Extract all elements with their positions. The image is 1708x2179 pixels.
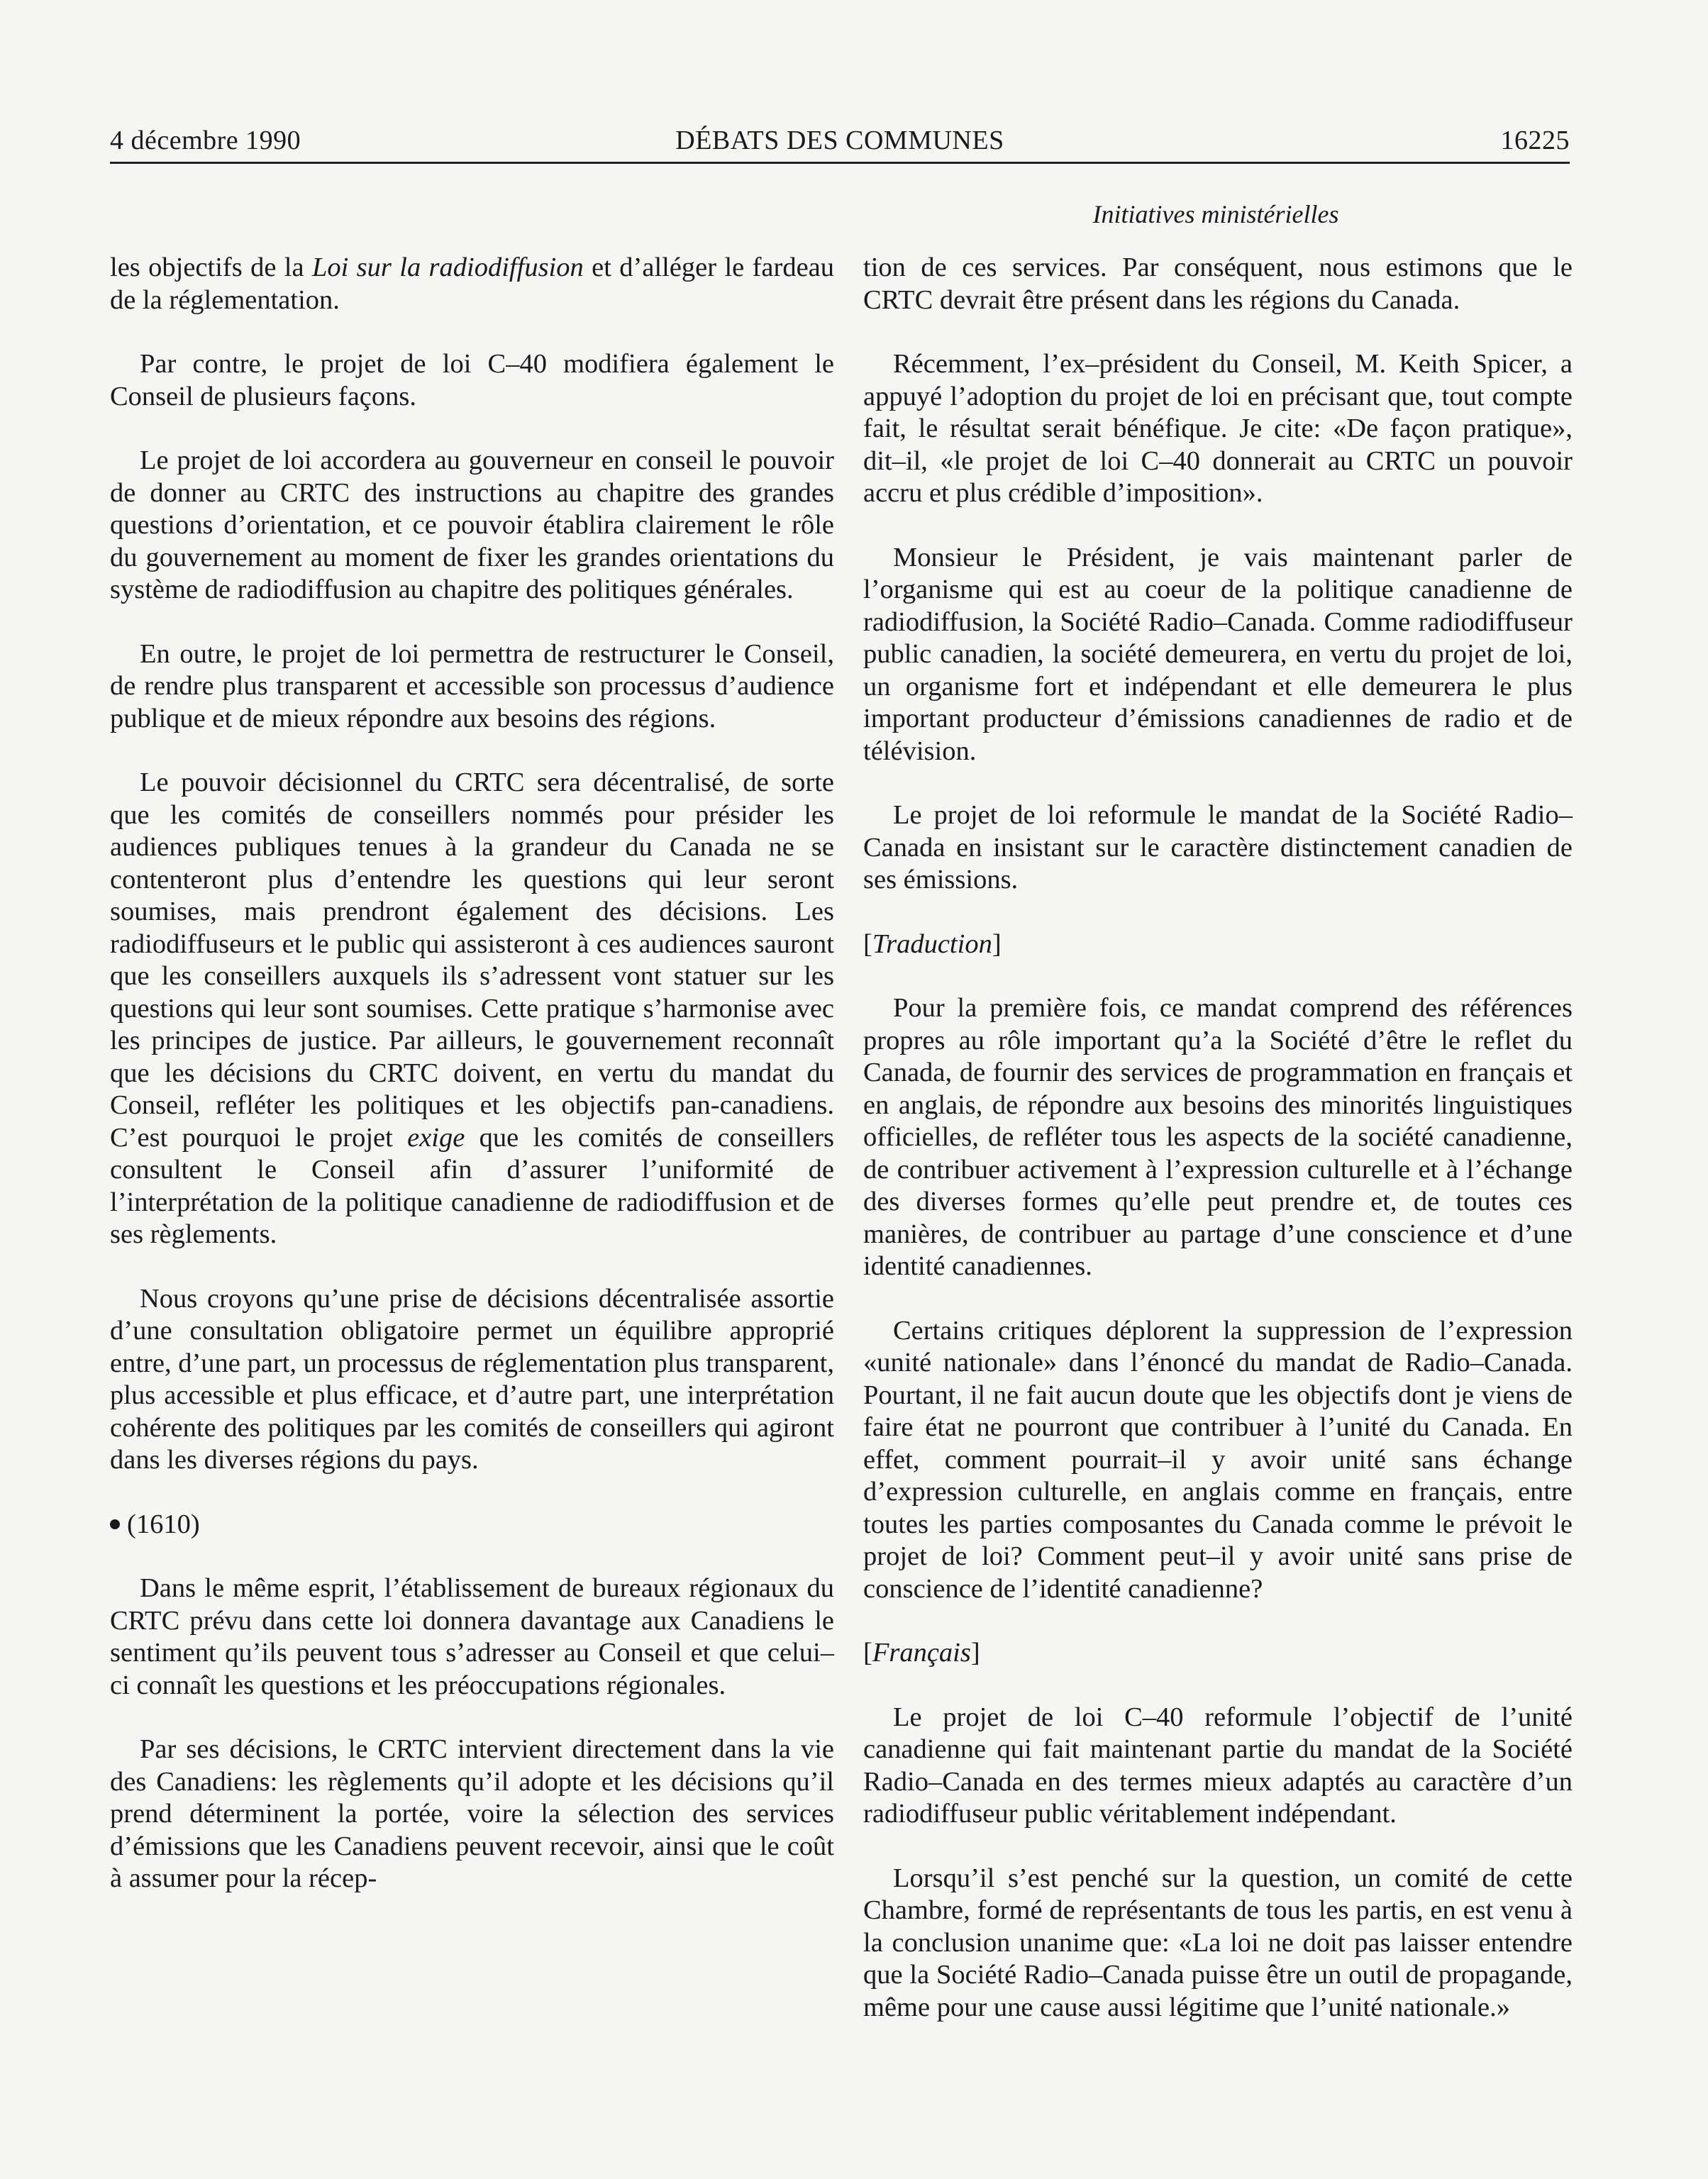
time-marker: (1610) [110,1509,834,1541]
section-label: Initiatives ministérielles [1092,200,1339,228]
left-paragraph-4: En outre, le projet de loi permettra de restructurer le Conseil, de rendre plus transparent et accessible son processus d’audience publique et de mieux répondre aux besoins des régions. [110,638,834,733]
translation-tag: [Traduction] [863,928,1002,959]
right-paragraph-6: Certains critiques déplorent la suppression de l’expression «unité nationale» dans l’énoncé du mandat de Radio–Canada. Pourtant, il ne fait aucun doute que les objectifs dont je viens de faire état ne pourront que contribuer à l’unité du Canada. En effet, comment pourrait–il y avoir unité sans échange d’expression culturelle, en anglais comme en français, entre toutes les parties composantes du Canada comme le prévoit le projet de loi? Comment peut–il y avoir unité sans prise de conscience de l’identité canadienne? [863,1315,1573,1604]
left-column [110,252,834,1895]
page-header [110,122,1570,164]
right-paragraph-4: Le projet de loi reformule le mandat de la Société Radio–Canada en insistant sur le caractère distinctement canadien de ses émissions. [863,800,1573,894]
right-paragraph-1: tion de ces services. Par conséquent, nous estimons que le CRTC devrait être présent dans les régions du Canada. [863,253,1573,315]
left-paragraph-3: Le projet de loi accordera au gouverneur en conseil le pouvoir de donner au CRTC des instructions au chapitre des grandes questions d’orientation, et ce pouvoir établira clairement le rôle du gouvernement au moment de fixer les grandes orientations du système de radiodiffusion au chapitre des politiques générales. [110,445,834,604]
left-paragraph-5: Le pouvoir décisionnel du CRTC sera décentralisé, de sorte que les comités de conseillers nommés pour présider les audiences publiques tenues à la grandeur du Canada ne se contenteront plus d’entendre les questions qui leur seront soumises, mais prendront également des décisions. Les radiodiffuseurs et le public qui assisteront à ces audiences sauront que les conseillers auxquels ils s’adressent vont statuer sur les questions qui leur sont soumises. Cette pratique s’harmonise avec les principes de justice. Par ailleurs, le gouvernement reconnaît que les décisions du CRTC doivent, en vertu du mandat du Conseil, refléter les politiques et les objectifs pan-canadiens. C’est pourquoi le projet exige que les comités de conseillers consultent le Conseil afin d’assurer l’uniformité de l’interprétation de la politique canadienne de radiodiffusion et de ses règlements. [110,767,834,1249]
left-paragraph-8: Par ses décisions, le CRTC intervient directement dans la vie des Canadiens: les règlements qu’il adopte et les décisions qu’il prend déterminent la portée, voire la sélection des services d’émissions que les Canadiens peuvent recevoir, ainsi que le coût à assumer pour la récep- [110,1734,834,1893]
emphasis-word: exige [407,1122,465,1153]
left-paragraph-7: Dans le même esprit, l’établissement de bureaux régionaux du CRTC prévu dans cette loi donnera davantage aux Canadiens le sentiment qu’ils peuvent tous s’adresser au Conseil et que celui–ci connaît les questions et les préoccupations régionales. [110,1573,834,1700]
left-paragraph-1: les objectifs de la Loi sur la radiodiffusion et d’alléger le fardeau de la réglementation. [110,253,835,315]
right-column [863,252,1573,2024]
header-date: 4 décembre 1990 [110,126,301,155]
right-paragraph-3: Monsieur le Président, je vais maintenant parler de l’organisme qui est au coeur de la politique canadienne de radiodiffusion, la Société Radio–Canada. Comme radiodiffuseur public canadien, la société demeurera, en vertu du projet de loi, un organisme fort et indépendant et elle demeurera le plus important producteur d’émissions canadiennes de radio et de télévision. [863,542,1573,766]
right-paragraph-5: Pour la première fois, ce mandat comprend des références propres au rôle important qu’a la Société d’être le reflet du Canada, de fournir des services de programmation en français et en anglais, de répondre aux besoins des minorités linguistiques officielles, de refléter tous les aspects de la société canadienne, de contribuer activement à l’expression culturelle et à l’échange des diverses formes qu’elle peut prendre et, de toutes ces manières, de contribuer au partage d’une conscience et d’une identité canadiennes. [863,993,1573,1281]
french-tag: [Français] [863,1638,980,1668]
header-title: DÉBATS DES COMMUNES [675,126,1004,155]
left-paragraph-2: Par contre, le projet de loi C–40 modifiera également le Conseil de plusieurs façons. [110,349,834,411]
left-paragraph-6: Nous croyons qu’une prise de décisions décentralisée assortie d’une consultation obligatoire permet un équilibre approprié entre, d’une part, un processus de réglementation plus transparent, plus accessible et plus efficace, et d’autre part, une interprétation cohérente des politiques par les comités de conseillers qui agiront dans les diverses régions du pays. [110,1283,834,1475]
law-title: Loi sur la radiodiffusion [311,253,584,282]
right-paragraph-2: Récemment, l’ex–président du Conseil, M. Keith Spicer, a appuyé l’adoption du projet de loi en précisant que, tout compte fait, le résultat serait bénéfique. Je cite: «De façon pratique», dit–il, «le projet de loi C–40 donnerait au CRTC un pouvoir accru et plus crédible d’imposition». [863,349,1573,508]
right-paragraph-7: Le projet de loi C–40 reformule l’objectif de l’unité canadienne qui fait maintenant partie du mandat de la Société Radio–Canada en des termes mieux adaptés au caractère d’un radiodiffuseur public véritablement indépendant. [863,1702,1573,1829]
bullet-icon [110,1519,120,1529]
right-paragraph-8: Lorsqu’il s’est penché sur la question, un comité de cette Chambre, formé de représentants de tous les partis, en est venu à la conclusion unanime que: «La loi ne doit pas laisser entendre que la Société Radio–Canada puisse être un outil de propagande, même pour une cause aussi légitime que l’unité nationale.» [863,1863,1573,2022]
page-number: 16225 [1500,126,1570,155]
